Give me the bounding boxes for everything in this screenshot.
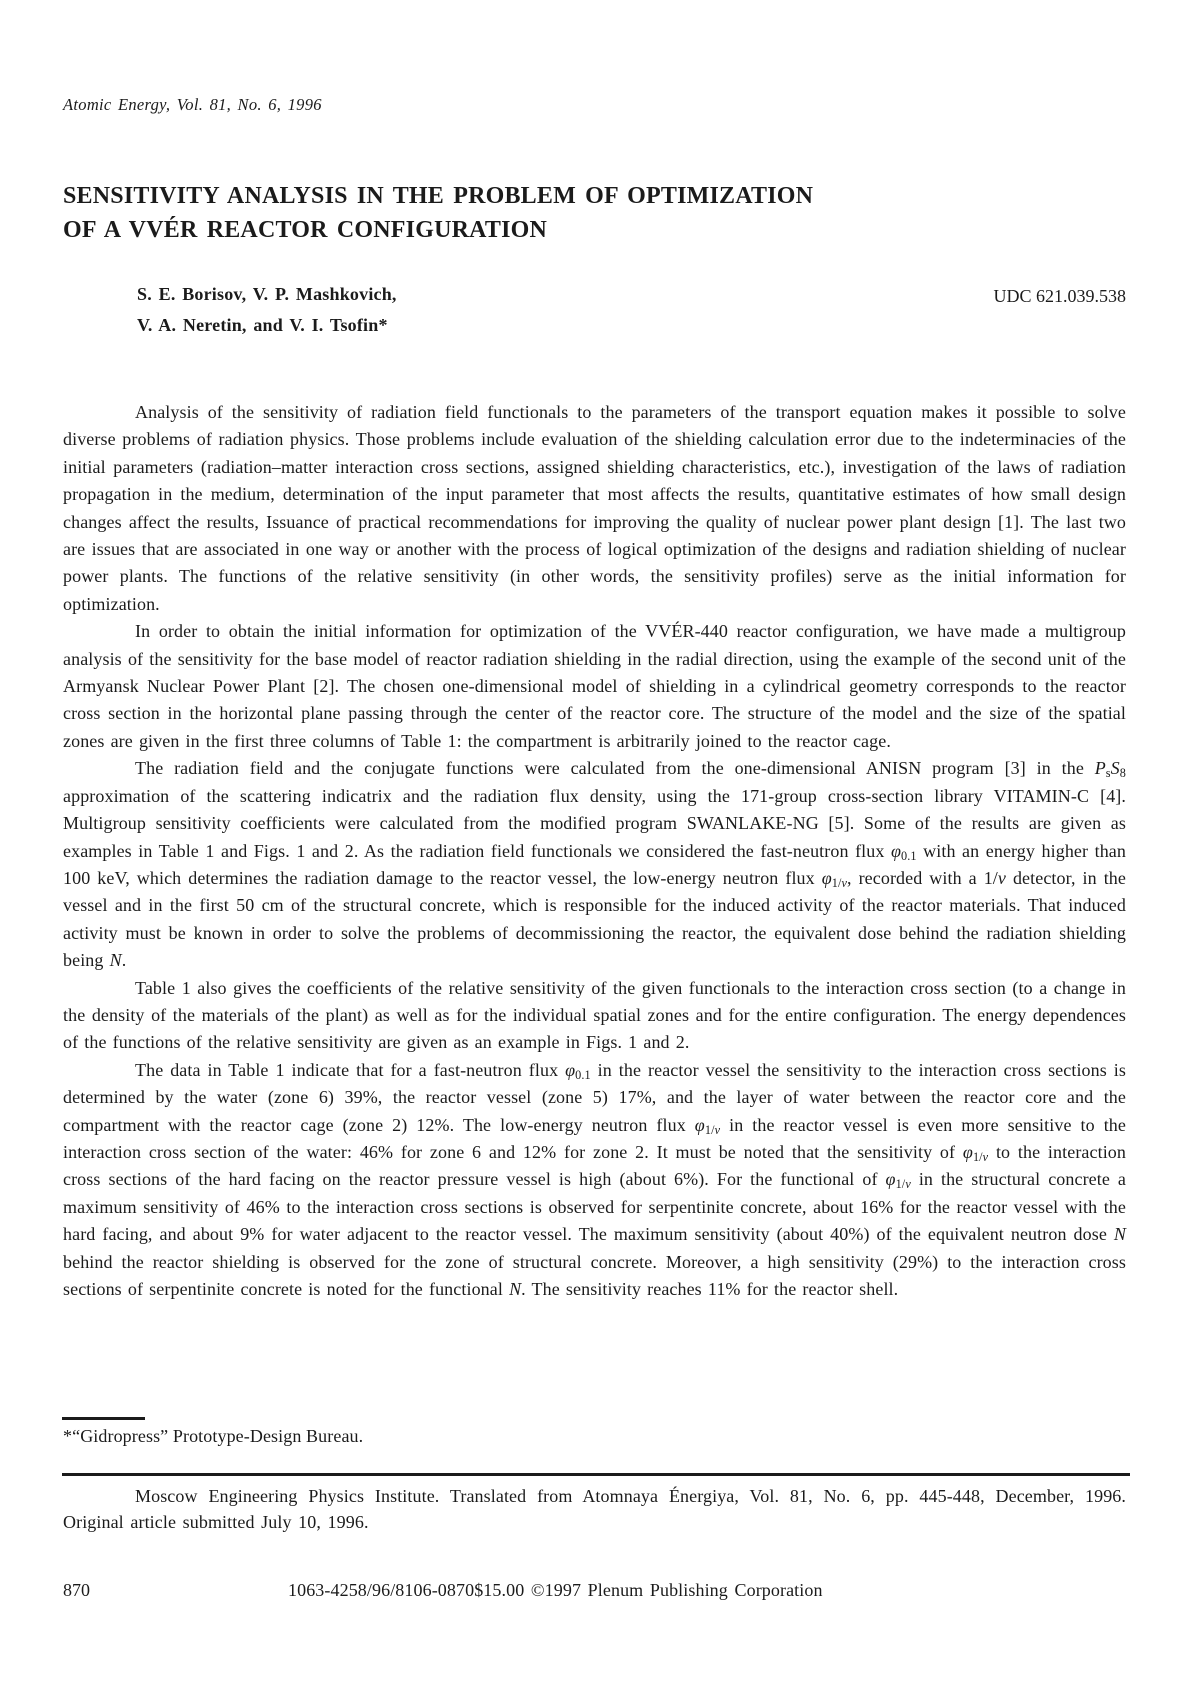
udc-number: UDC 621.039.538: [993, 286, 1126, 306]
article-title-line2: OF A VVÉR REACTOR CONFIGURATION: [63, 217, 548, 243]
article-title: [63, 179, 1043, 247]
author-affiliation-footnote: *“Gidropress” Prototype-Design Bureau.: [63, 1426, 364, 1446]
paragraph-results: The data in Table 1 indicate that for a fast-neutron flux $\varphi_{0.1}$ in the reactor vessel the sensitivity to the interaction cross sections is determined by the water (zone 6) 39%, the reactor vessel (zone 5) 17%, and the layer of water between the reactor core and the compartment with the reactor cage (zone 2) 12%. The low-energy neutron flux $\varphi_{1/\nu}$ in the reactor vessel is even more sensitive to the interaction cross section of the water: 46% for zone 6 and 12% for zone 2. It must be noted that the sensitivity of $\varphi_{1/\nu}$ to the interaction cross sections of the hard facing on the reactor pressure vessel is high (about 6%). For the functional of $\varphi_{1/\nu}$ in the structural concrete a maximum sensitivity of 46% to the interaction cross sections is observed for serpentinite concrete, about 16% for the reactor vessel with the hard facing, and about 9% for water adjacent to the reactor vessel. The maximum sensitivity (about 40%) of the equivalent neutron dose N behind the reactor shielding is observed for the zone of structural concrete. Moreover, a high sensitivity (29%) to the interaction cross sections of serpentinite concrete is noted for the functional N. The sensitivity reaches 11% for the reactor shell.: [63, 1059, 1127, 1299]
journal-header: Atomic Energy, Vol. 81, No. 6, 1996: [63, 95, 322, 114]
authors-line2: V. A. Neretin, and V. I. Tsofin*: [137, 315, 388, 335]
authors-line1: S. E. Borisov, V. P. Mashkovich,: [137, 284, 397, 304]
article-title-line1: SENSITIVITY ANALYSIS IN THE PROBLEM OF OPTIMIZATION: [63, 183, 814, 209]
footer-divider-rule: [62, 1473, 1130, 1476]
paragraph-vver-model: In order to obtain the initial information for optimization of the VVÉR-440 reactor configuration, we have made a multigroup analysis of the sensitivity for the base model of reactor radiation shielding in the radial direction, using the example of the second unit of the Armyansk Nuclear Power Plant [2]. The chosen one-dimensional model of shielding in a cylindrical geometry corresponds to the reactor cross section in the horizontal plane passing through the center of the reactor core. The structure of the model and the size of the spatial zones are given in the first three columns of Table 1: the compartment is arbitrarily joined to the reactor cage.: [63, 621, 1126, 751]
paragraph-intro: Analysis of the sensitivity of radiation field functionals to the parameters of the transport equation makes it possible to solve diverse problems of radiation physics. Those problems include evaluation of the shielding calculation error due to the indeterminacies of the initial parameters (radiation–matter interaction cross sections, assigned shielding characteristics, etc.), investigation of the laws of radiation propagation in the medium, determination of the input parameter that most affects the results, quantitative estimates of how small design changes affect the results, Issuance of practical recommendations for improving the quality of nuclear power plant design [1]. The last two are issues that are associated in one way or another with the process of logical optimization of the designs and radiation shielding of nuclear power plants. The functions of the relative sensitivity (in other words, the sensitivity profiles) serve as the initial information for optimization.: [63, 402, 1126, 614]
paragraph-table1-coefficients: Table 1 also gives the coefficients of the relative sensitivity of the given functionals to the interaction cross section (to a change in the density of the materials of the plant) as well as for the individual spatial zones and for the entire configuration. The energy dependences of the functions of the relative sensitivity are given as an example in Figs. 1 and 2.: [63, 977, 1126, 1053]
paragraph-calculation-method: The radiation field and the conjugate functions were calculated from the one-dimensional ANISN program [3] in the $P_sS_8$ approximation of the scattering indicatrix and the radiation flux density, using the 171-group cross-section library VITAMIN-C [4]. Multigroup sensitivity coefficients were calculated from the modified program SWANLAKE-NG [5]. Some of the results are given as examples in Table 1 and Figs. 1 and 2. As the radiation field functionals we considered the fast-neutron flux $\varphi_{0.1}$ with an energy higher than 100 keV, which determines the radiation damage to the reactor vessel, the low-energy neutron flux $\varphi_{1/\nu}$, recorded with a 1/ν detector, in the vessel and in the first 50 cm of the structural concrete, which is responsible for the induced activity of the reactor materials. That induced activity must be known in order to solve the problems of decommissioning the reactor, the equivalent dose behind the radiation shielding being N.: [63, 758, 1126, 971]
page-number: 870: [63, 1580, 90, 1600]
authors: [137, 279, 397, 341]
translation-note: Moscow Engineering Physics Institute. Translated from Atomnaya Énergiya, Vol. 81, No. 6, pp. 445-448, December, 1996. Original article submitted July 10, 1996.: [63, 1486, 1126, 1532]
footnote-separator-rule: [62, 1417, 145, 1420]
article-body: [63, 399, 1126, 1303]
copyright-line: 1063-4258/96/8106-0870$15.00 ©1997 Plenum Publishing Corporation: [288, 1580, 823, 1600]
